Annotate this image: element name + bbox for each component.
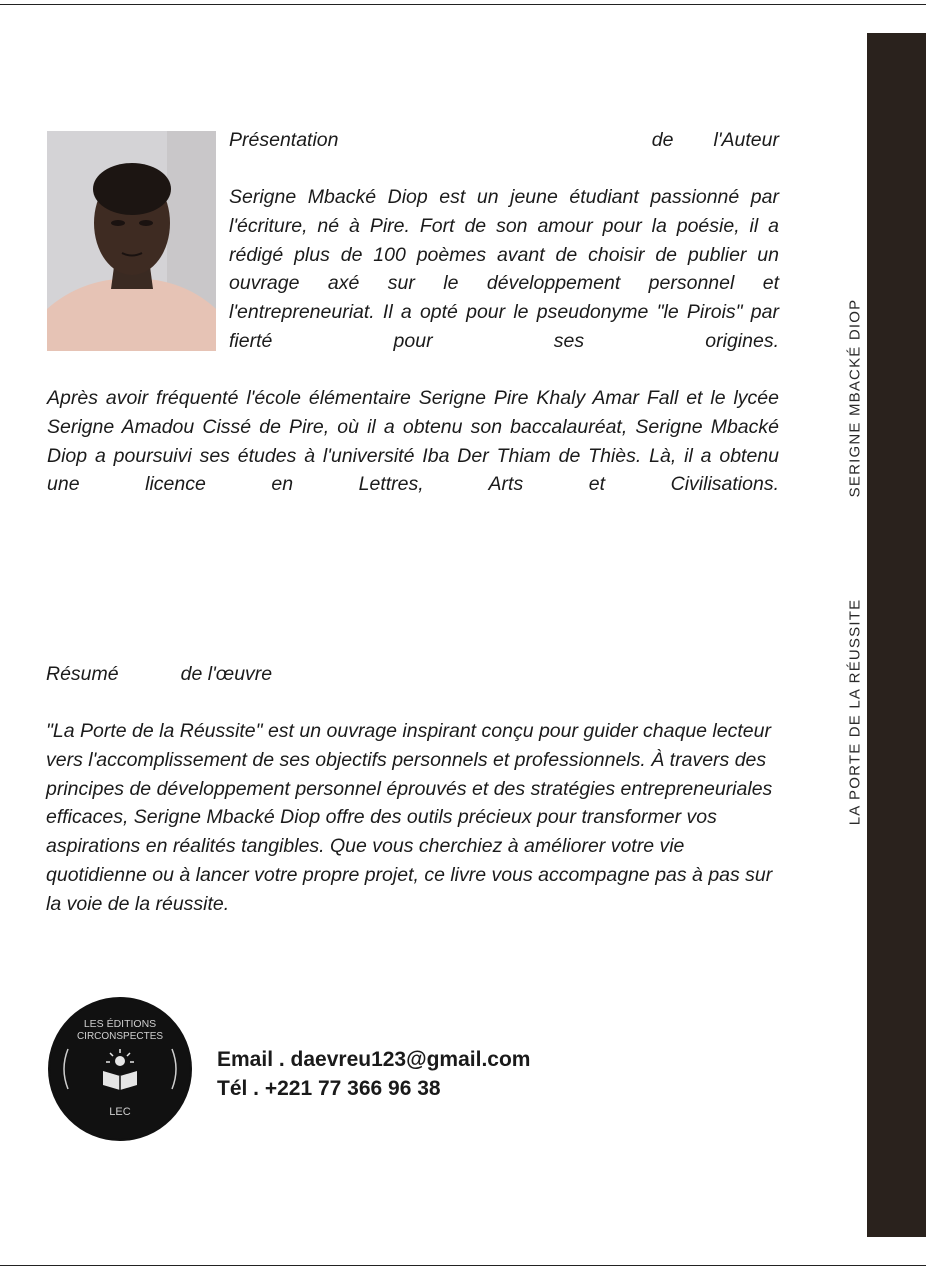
author-photo [47,131,216,351]
summary-section-heading [46,660,346,689]
author-bio-paragraph-1: Serigne Mbacké Diop est un jeune étudiant passionné par l'écriture, né à Pire. Fort de son amour pour la poésie, il a rédigé plus de 100 poèmes avant de choisir de publier un ouvrage axé sur le développement personnel et l'entrepreneuriat. Il a opté pour le pseudonyme "le Pirois" par fierté pour ses origines. [229,186,779,352]
contact-email: Email . daevreu123@gmail.com [217,1048,531,1071]
top-border-line [0,4,926,5]
author-bio-paragraph-2: Après avoir fréquenté l'école élémentaire Serigne Pire Khaly Amar Fall et le lycée Serigne Amadou Cissé de Pire, où il a obtenu son baccalauréat, Serigne Mbacké Diop a poursuivi ses études à l'université Iba Der Thiam de Thiès. Là, il a obtenu une licence en Lettres, Arts et Civilisations. [47,387,779,496]
publisher-seal-icon [48,997,192,1141]
heading-de: de [651,129,674,151]
logo-line-1: LES ÉDITIONS [83,1018,157,1030]
spine-author-text: SERIGNE MBACKÉ DIOP [846,298,864,498]
author-section-heading [229,126,779,155]
author-portrait-icon [47,131,216,351]
heading-resume: Résumé [46,663,119,685]
heading-oeuvre: de l'œuvre [180,663,273,685]
bottom-border-line [0,1265,926,1266]
summary-paragraph: "La Porte de la Réussite" est un ouvrage inspirant conçu pour guider chaque lecteur vers l'accomplissement de ses objectifs personnels et professionnels. À travers des principes de développement personnel éprouvés et des stratégies entrepreneuriales efficaces, Serigne Mbacké Diop offre des outils précieux pour transformer vos aspirations en réalités tangibles. Que vous cherchiez à améliorer votre vie quotidienne ou à lancer votre propre projet, ce livre vous accompagne pas à pas sur la voie de la réussite. [46,720,773,915]
logo-line-2: CIRCONSPECTES [76,1031,164,1042]
publisher-logo [48,997,192,1141]
contact-block [217,1045,530,1103]
book-spine-band [867,33,926,1237]
heading-presentation: Présentation [229,129,339,151]
contact-phone: Tél . +221 77 366 96 38 [217,1077,441,1100]
logo-abbr: LEC [109,1106,131,1118]
heading-auteur: l'Auteur [713,129,779,151]
spine-title-text: LA PORTE DE LA RÉUSSITE [846,598,864,826]
